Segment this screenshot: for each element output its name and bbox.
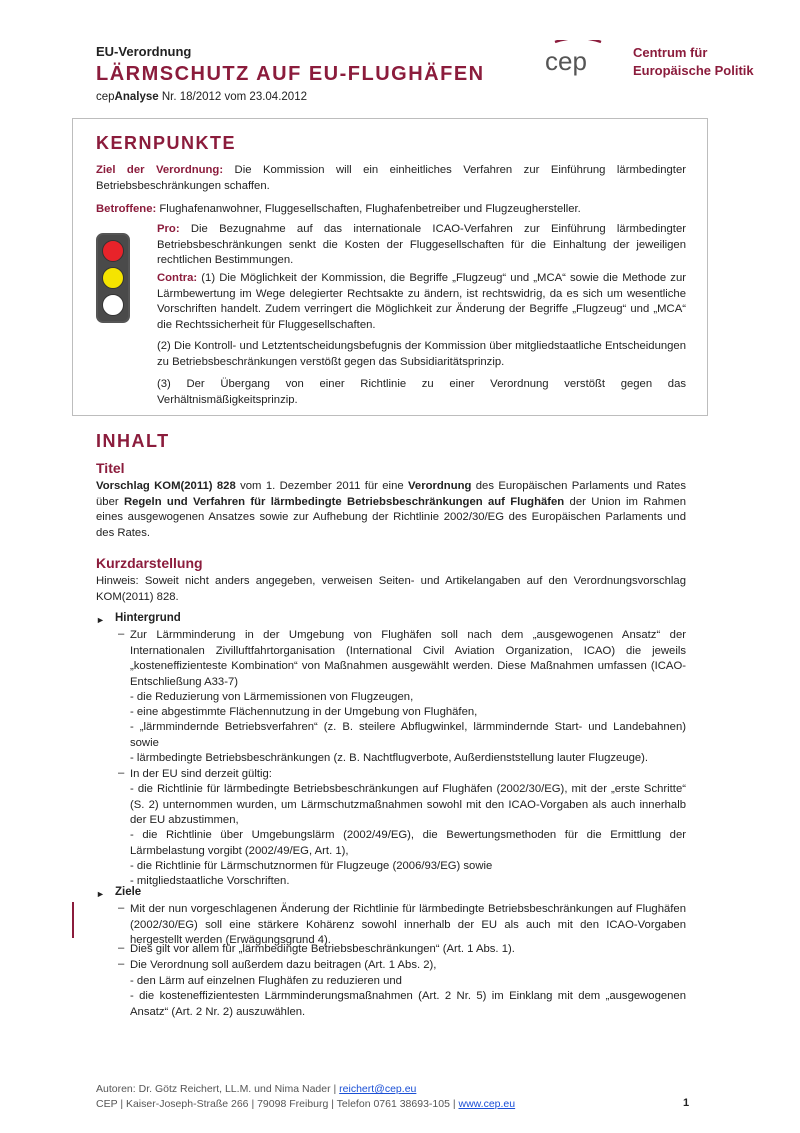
background-subitem-1: - die Reduzierung von Lärmemissionen von Flugzeugen, (130, 691, 414, 703)
goals-subitem-2: - die kosteneffizientesten Lärmminderungsmaßnahmen (Art. 2 Nr. 5) im Einklang mit dem „ausgewogenen Ansatz“ (Art. 2 Nr. 2) auszuwählen. (130, 990, 686, 1018)
key-points-heading: KERNPUNKTE (96, 133, 237, 153)
affected-text: Flughafenanwohner, Fluggesellschaften, Flughafenbetreiber und Flugzeughersteller. (156, 203, 581, 215)
title-section-heading: Titel (96, 460, 125, 476)
analysis-number (96, 91, 307, 103)
background-subitem-4: - lärmbedingte Betriebsbeschränkungen (z. B. Nachtflugverbote, Außerdienststellung lauter Flugzeuge). (130, 752, 649, 764)
objective-label: Ziel der Verordnung: (96, 164, 224, 176)
analyse-prefix: cep (96, 91, 115, 103)
regulation-word: Verordnung (408, 480, 472, 492)
background-subitem-2: - eine abgestimmte Flächennutzung in der Umgebung von Flughäfen, (130, 706, 478, 718)
valid-law-1: - die Richtlinie für lärmbedingte Betriebsbeschränkungen auf Flughäfen (2002/30/EG), mit der „erste Schritte“ (S. 2) unternommen wurden, um Lärmschutzmaßnahmen sowohl mit den ICAO-Vorgaben als auch innerhalb der EU abzustimmen, (130, 783, 686, 826)
goals-subitem-1: - den Lärm auf einzelnen Flughäfen zu reduzieren und (130, 975, 402, 987)
analyse-bold: Analyse (114, 91, 159, 103)
yellow-light (102, 267, 124, 289)
background-item-2: In der EU sind derzeit gültig: (130, 768, 272, 780)
valid-law-4: - mitgliedstaatliche Vorschriften. (130, 875, 290, 887)
affected-paragraph (96, 202, 686, 218)
title-paragraph (96, 479, 686, 541)
address-text: CEP | Kaiser-Joseph-Straße 266 | 79098 Freiburg | Telefon 0761 38693-105 | (96, 1098, 459, 1110)
traffic-light-icon (96, 233, 130, 323)
document-title: LÄRMSCHUTZ AUF EU-FLUGHÄFEN (96, 63, 485, 85)
background-subitem-3: - „lärmmindernde Betriebsverfahren“ (z. B. steilere Abflugwinkel, lärmmindernde Start- und Landebahnen) sowie (130, 721, 686, 749)
analyse-rest: Nr. 18/2012 vom 23.04.2012 (158, 91, 307, 103)
contra-paragraph (157, 271, 686, 333)
contra-2-paragraph: (2) Die Kontroll- und Letztentscheidungsbefugnis der Kommission über mitgliedstaatliche Entscheidungen zu Betriebsbeschränkungen verstößt gegen das Subsidiaritätsprinzip. (157, 340, 686, 368)
valid-law-2: - die Richtlinie über Umgebungslärm (2002/49/EG), die Bewertungsmethoden für die Ermittlung der Lärmbelastung vorgibt (2002/49/EG, Art. 1), (130, 829, 686, 857)
footer-address (96, 1098, 515, 1110)
objective-text: Die Kommission will ein einheitliches Verfahren zur Einführung lärmbedingter Betriebsbeschränkungen schaffen. (96, 164, 686, 192)
dash-icon: – (118, 767, 125, 779)
white-light (102, 294, 124, 316)
organization-name (633, 44, 754, 80)
bullet-arrow-icon: ► (96, 615, 105, 625)
title-text-3: der Union im Rahmen eines ausgewogenen Ansatzes sowie zur Aufhebung der Richtlinie 2002/30/EG des Europäischen Parlaments und des Rates. (96, 495, 686, 539)
website-link[interactable]: www.cep.eu (458, 1098, 516, 1110)
regulation-subject: Regeln und Verfahren für lärmbedingte Betriebsbeschränkungen auf Flughäfen (123, 495, 565, 508)
content-heading: INHALT (96, 431, 170, 451)
proposal-number: Vorschlag KOM(2011) 828 (96, 480, 236, 492)
document-type: EU-Verordnung (96, 44, 192, 59)
logo-text: cep (545, 46, 587, 76)
pro-paragraph (157, 222, 686, 269)
dash-icon: – (118, 958, 125, 970)
objective-paragraph (96, 163, 686, 194)
contra-3-paragraph: (3) Der Übergang von einer Richtlinie zu einer Verordnung verstößt gegen das Verhältnismäßigkeitsprinzip. (157, 378, 686, 406)
summary-heading: Kurzdarstellung (96, 555, 203, 571)
org-line-1: Centrum für (633, 45, 708, 60)
red-light (102, 240, 124, 262)
title-text-2: des Europäischen Parlaments und Rates über (96, 480, 686, 508)
dash-icon: – (118, 628, 125, 640)
logo-arc (555, 40, 601, 42)
contra-label: Contra: (157, 272, 198, 284)
email-link[interactable]: reichert@cep.eu (339, 1083, 417, 1095)
affected-label: Betroffene: (96, 203, 157, 215)
authors-text: Autoren: Dr. Götz Reichert, LL.M. und Nima Nader | (96, 1083, 340, 1095)
goals-item-1: Mit der nun vorgeschlagenen Änderung der Richtlinie für lärmbedingte Betriebsbeschränkungen auf Flughäfen (2002/30/EG) soll eine stärkere Kohärenz sowohl innerhalb der EU als auch mit den ICAO-Vorgaben hergestellt werden (Erwägungsgrund 4). (130, 903, 686, 946)
background-item-1: Zur Lärmminderung in der Umgebung von Flughäfen soll nach dem „ausgewogenen Ansatz“ der Internationalen Zivilluftfahrtorganisation (International Civil Aviation Organization, ICAO) die jeweils „kosteneffizienteste Kombination“ von Maßnahmen ausgewählt werden. Diese Maßnahmen umfassen (ICAO-Entschließung A33-7) (130, 629, 686, 688)
footer-authors (96, 1083, 416, 1095)
cep-logo (543, 40, 613, 76)
change-bar (72, 902, 74, 938)
note-paragraph: Hinweis: Soweit nicht anders angegeben, verweisen Seiten- und Artikelangaben auf den Verordnungsvorschlag KOM(2011) 828. (96, 575, 686, 603)
pro-text: Die Bezugnahme auf das internationale ICAO-Verfahren zur Einführung lärmbedingter Betriebsbeschränkungen senkt die Kosten der Fluggesellschaften für die Einhaltung der jeweiligen rechtlichen Bestimmungen. (157, 223, 686, 266)
background-heading: Hintergrund (115, 612, 181, 624)
valid-law-3: - die Richtlinie für Lärmschutznormen für Flugzeuge (2006/93/EG) sowie (130, 860, 493, 872)
title-text-1: vom 1. Dezember 2011 für eine (235, 480, 408, 492)
dash-icon: – (118, 902, 125, 914)
dash-icon: – (118, 942, 125, 954)
page-number: 1 (683, 1097, 690, 1109)
goals-item-2: Dies gilt vor allem für „lärmbedingte Betriebsbeschränkungen“ (Art. 1 Abs. 1). (130, 943, 515, 955)
org-line-2: Europäische Politik (633, 63, 754, 78)
goals-heading: Ziele (115, 886, 142, 898)
bullet-arrow-icon: ► (96, 889, 105, 899)
goals-item-3: Die Verordnung soll außerdem dazu beitragen (Art. 1 Abs. 2), (130, 959, 437, 971)
pro-label: Pro: (157, 223, 180, 235)
contra-text: (1) Die Möglichkeit der Kommission, die Begriffe „Flugzeug“ und „MCA“ sowie die Methode zur Lärmbewertung im Wege delegierter Rechtsakte zu ändern, ist rechtswidrig, da es sich um wesentliche Vorschriften handelt. Zudem verringert die Möglichkeit zur Änderung der Begriffe „Flugzeug“ und „MCA“ die Rechtssicherheit für Fluggesellschaften. (157, 272, 686, 331)
